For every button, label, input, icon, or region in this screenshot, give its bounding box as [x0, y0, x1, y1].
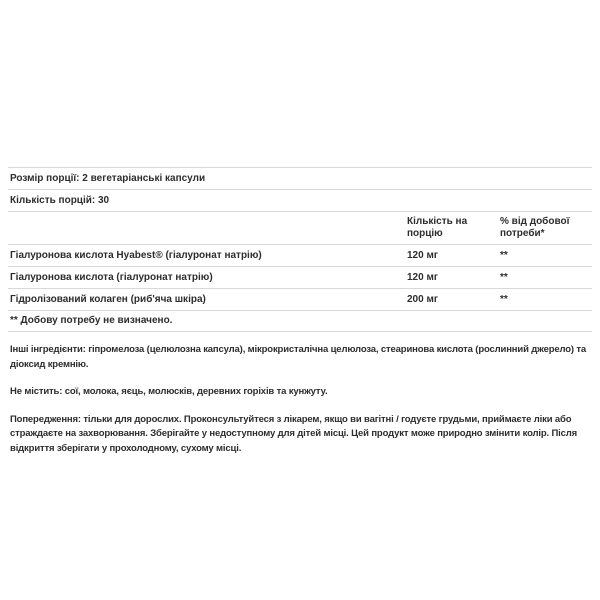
ingredient-name: Гідролізований колаген (риб'яча шкіра): [10, 294, 206, 305]
serving-size-text: Розмір порції: 2 вегетаріанські капсули: [10, 173, 206, 184]
servings-per-container-text: Кількість порцій: 30: [10, 195, 110, 206]
table-header-row: [8, 212, 592, 244]
servings-per-container-row: [8, 190, 592, 211]
footnote-row: [8, 311, 592, 331]
header-empty-cell: [8, 212, 407, 244]
other-ingredients-paragraph: Інші інгредієнти: гіпромелоза (целюлозна капсула), мікрокристалічна целюлоза, стеаринова кислота (рослинний джерело) та діоксид кремнію.: [10, 344, 587, 370]
footnote-text: ** Добову потребу не визначено.: [10, 315, 173, 326]
does-not-contain-paragraph: Не містить: сої, молока, яєць, молюсків, деревних горіхів та кунжуту.: [10, 386, 328, 397]
divider: [8, 331, 592, 332]
daily-value-header: % від добової потреби*: [500, 216, 570, 239]
ingredient-name: Гіалуронова кислота (гіалуронат натрію): [10, 272, 213, 283]
table-row: [8, 289, 592, 310]
amount-per-serving-header: Кількість на порцію: [407, 216, 468, 239]
ingredient-amount: 120 мг: [407, 272, 439, 283]
warning-paragraph: Попередження: тільки для дорослих. Проконсультуйтеся з лікарем, якщо ви вагітні / годуєте грудьми, приймаєте ліки або страждаєте на захворювання. Зберігайте у недоступному для дітей місці. Цей продукт може природно змінити колір. Після відкриття зберігати у прохолодному, сухому місці.: [10, 413, 578, 454]
table-row: [8, 267, 592, 288]
ingredient-name: Гіалуронова кислота Hyabest® (гіалуронат натрію): [10, 250, 262, 261]
table-row: [8, 245, 592, 266]
label-content: [8, 167, 592, 456]
ingredient-dv: **: [500, 250, 508, 261]
ingredient-dv: **: [500, 294, 508, 305]
ingredient-amount: 120 мг: [407, 250, 439, 261]
ingredient-amount: 200 мг: [407, 294, 439, 305]
serving-size-row: [8, 168, 592, 189]
ingredient-dv: **: [500, 272, 508, 283]
